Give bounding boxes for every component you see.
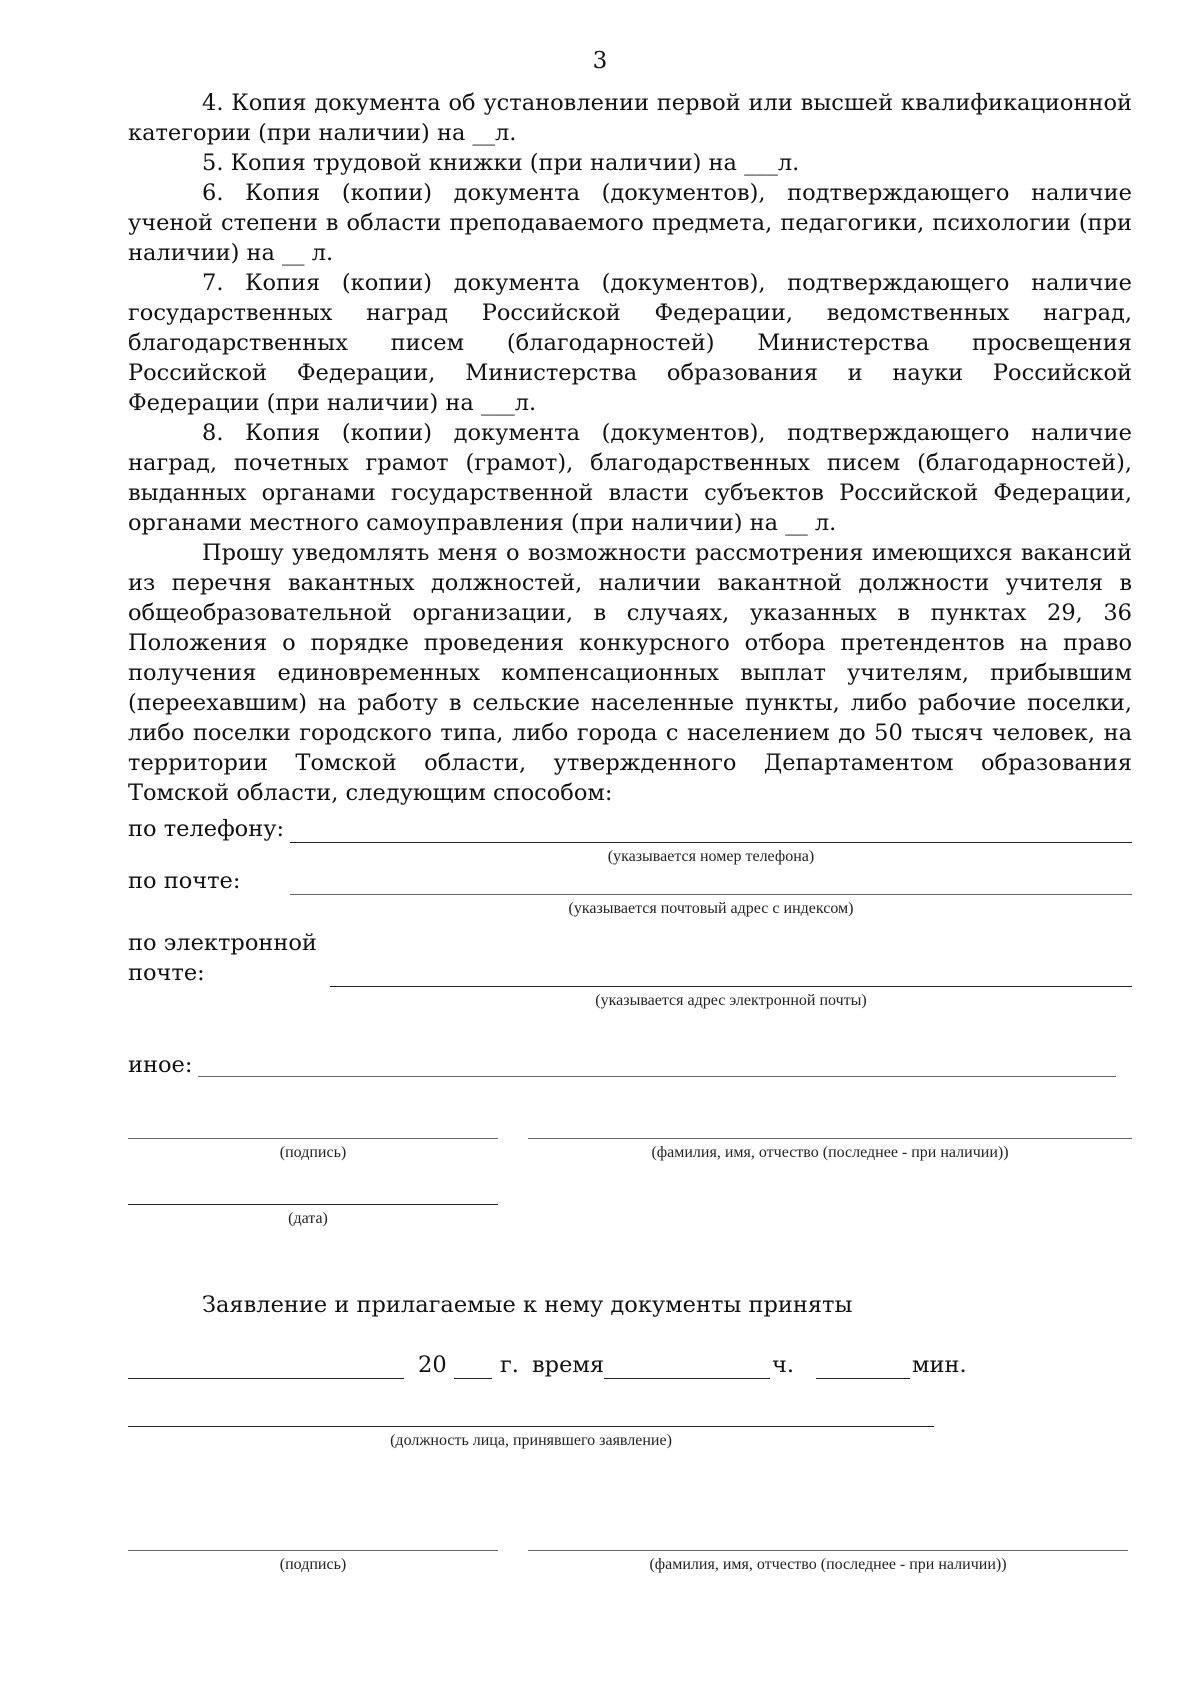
position-caption: (должность лица, принявшего заявление) [390,1432,672,1449]
hours-line [604,1378,770,1379]
hours-suffix: ч. [772,1352,795,1378]
year-prefix: 20 [418,1352,447,1378]
mail-label: по почте: [128,868,241,894]
notification-request-paragraph: Прошу уведомлять меня о возможности рассмотрения имеющихся вакансий из перечня вакантных должностей, наличии вакантной должности учителя в общеобразовательной организации, в случаях, указанных в пунктах 29, 36 Положения о порядке проведения конкурсного отбора претендентов на право получения единовременных компенсационных выплат учителям, прибывшим (переехавшим) на работу в сельские населенные пункты, либо рабочие поселки, либо поселки городского типа, либо города с населением до 50 тысяч человек, на территории Томской области, утвержденного Департаментом образования Томской области, следующим способом: [128,540,1132,806]
minutes-suffix: мин. [912,1352,967,1378]
acceptance-heading: Заявление и прилагаемые к нему документы приняты [202,1292,853,1318]
email-line [330,986,1132,987]
page-number: 3 [592,48,608,74]
year-suffix: г. [500,1352,519,1378]
paragraph-item-7: 7. Копия (копии) документа (документов), подтверждающего наличие государственных наград Российской Федерации, ведомственных наград, благодарственных писем (благодарностей) Министерства просвещения Российской Федерации, Министерства образования и науки Российской Федерации (при наличии) на ___л. [128,270,1132,416]
other-label: иное: [128,1052,193,1078]
acceptance-date-line [128,1378,404,1379]
phone-label: по телефону: [128,816,285,842]
year-line [454,1378,492,1379]
minutes-line [816,1378,910,1379]
mail-line [290,894,1132,895]
phone-line [290,842,1132,843]
other-line [198,1076,1116,1077]
email-caption: (указывается адрес электронной почты) [595,992,867,1009]
phone-caption: (указывается номер телефона) [607,848,815,865]
date-caption: (дата) [288,1210,328,1227]
paragraph-item-5: 5. Копия трудовой книжки (при наличии) на ___л. [202,150,800,176]
full-name-caption: (фамилия, имя, отчество (последнее - при наличии)) [651,1144,1009,1161]
email-label-line-1: по электронной [128,930,317,956]
date-line [128,1204,498,1205]
paragraph-item-8: 8. Копия (копии) документа (документов), подтверждающего наличие наград, почетных грамот (грамот), благодарственных писем (благодарностей), выданных органами государственной власти субъектов Российской Федерации, органами местного самоуправления (при наличии) на __ л. [128,420,1132,536]
application-body [128,88,1132,808]
paragraph-item-6: 6. Копия (копии) документа (документов), подтверждающего наличие ученой степени в области преподаваемого предмета, педагогики, психологии (при наличии) на __ л. [128,180,1132,266]
signature-caption: (подпись) [279,1144,347,1161]
signature-line [128,1138,498,1139]
accepter-signature-line [128,1550,498,1551]
paragraph-item-4: 4. Копия документа об установлении первой или высшей квалификационной категории (при наличии) на __л. [128,90,1132,146]
full-name-line [528,1138,1132,1139]
accepter-full-name-line [528,1550,1128,1551]
position-line [128,1426,934,1427]
accepter-signature-caption: (подпись) [279,1556,347,1573]
email-label-line-2: почте: [128,960,205,986]
time-label: время [532,1352,605,1378]
accepter-full-name-caption: (фамилия, имя, отчество (последнее - при наличии)) [649,1556,1007,1573]
mail-caption: (указывается почтовый адрес с индексом) [568,900,854,917]
